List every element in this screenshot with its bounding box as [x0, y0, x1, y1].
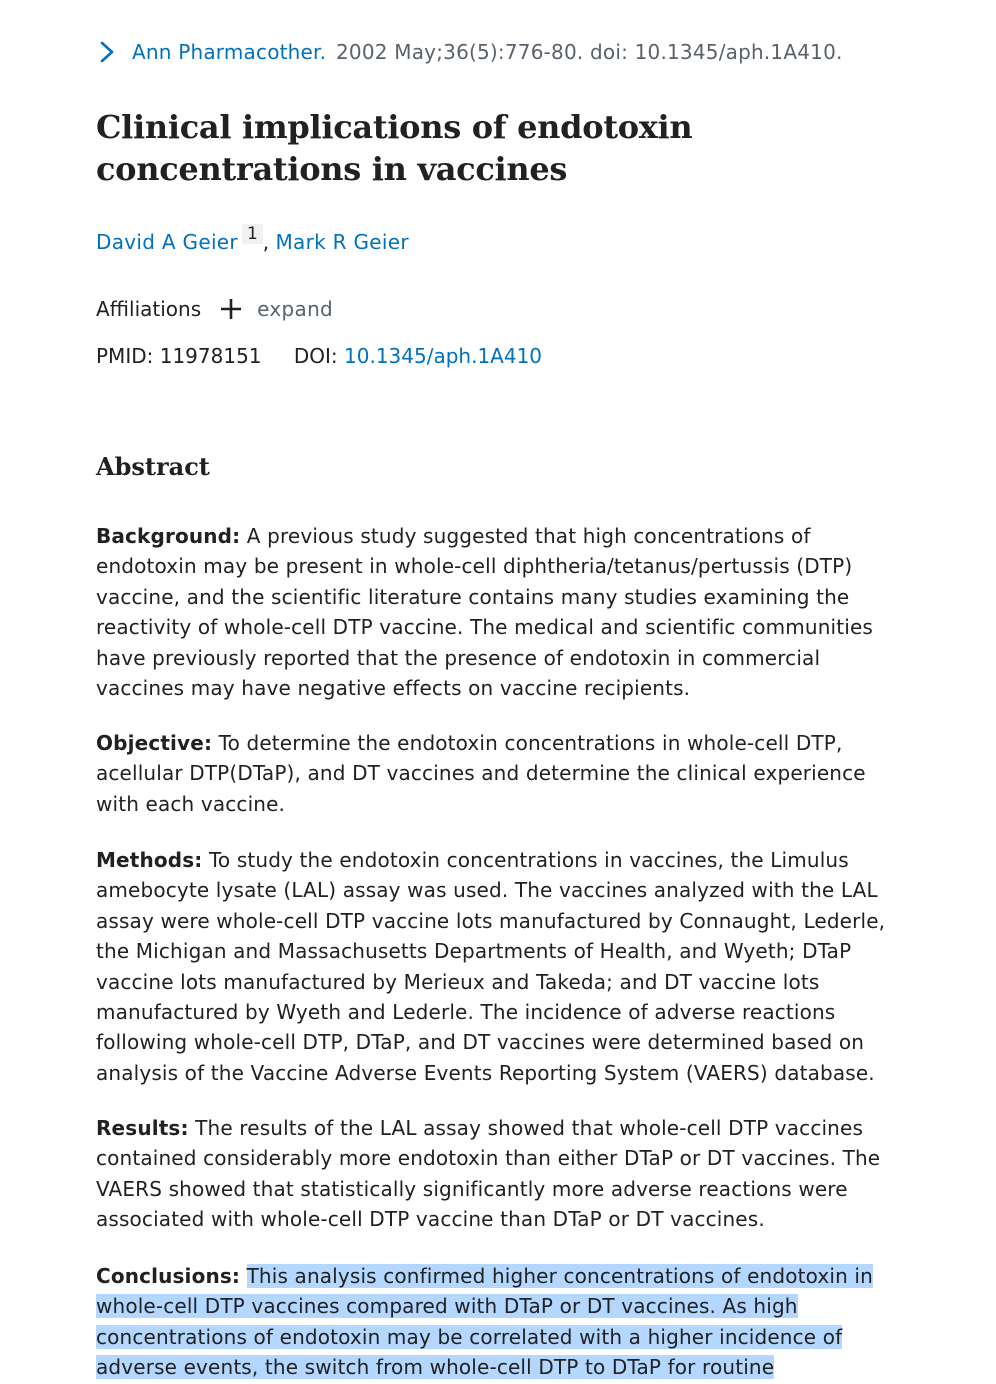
abstract-background	[96, 521, 896, 703]
section-text: To study the endotoxin concentrations in vaccines, the Limulus amebocyte lysate (LAL) assay was used. The vaccines analyzed with the LAL assay were whole-cell DTP vaccine lots manufactured by Connaught, Lederle, the Michigan and Massachusetts Departments of Health, and Wyeth; DTaP vaccine lots manufactured by Merieux and Takeda; and DT vaccine lots manufactured by Wyeth and Lederle. The incidence of adverse reactions following whole-cell DTP, DTaP, and DT vaccines were determined based on analysis of the Vaccine Adverse Events Reporting System (VAERS) database.	[96, 848, 886, 1085]
affiliation-reference[interactable]: 1	[242, 224, 263, 244]
abstract-objective	[96, 728, 896, 819]
identifiers-row	[96, 340, 542, 372]
doi-link[interactable]: 10.1345/aph.1A410	[344, 344, 543, 368]
author-link[interactable]: Mark R Geier	[275, 230, 409, 254]
section-text: The results of the LAL assay showed that whole-cell DTP vaccines contained considerably more endotoxin than either DTaP or DT vaccines. The VAERS showed that statistically significantly more adverse reactions were associated with whole-cell DTP vaccine than DTaP or DT vaccines.	[96, 1116, 881, 1232]
author-link[interactable]: David A Geier	[96, 230, 238, 254]
section-label: Results:	[96, 1116, 189, 1140]
abstract-conclusions	[96, 1261, 896, 1383]
article-title: Clinical implications of endotoxin concentrations in vaccines	[96, 108, 693, 188]
citation-details: 2002 May;36(5):776-80. doi: 10.1345/aph.1A410.	[336, 40, 843, 64]
section-label: Conclusions:	[96, 1264, 241, 1288]
abstract-results	[96, 1113, 896, 1235]
chevron-right-icon[interactable]	[98, 36, 118, 68]
selected-text[interactable]: This analysis confirmed higher concentrations of endotoxin in whole-cell DTP vaccines compared with DTaP or DT vaccines. As high concentrations of endotoxin may be correlated with a higher incidence of adverse events, the switch from whole-cell DTP to DTaP for routine	[96, 1264, 873, 1380]
abstract-methods	[96, 845, 896, 1088]
affiliations-label: Affiliations	[96, 297, 202, 321]
section-label: Objective:	[96, 731, 213, 755]
journal-link[interactable]: Ann Pharmacother.	[132, 40, 327, 64]
abstract-heading: Abstract	[96, 452, 210, 481]
section-label: Background:	[96, 524, 241, 548]
section-label: Methods:	[96, 848, 203, 872]
expand-affiliations-button[interactable]: expand	[257, 297, 334, 321]
section-text: To determine the endotoxin concentrations in whole-cell DTP, acellular DTP(DTaP), and DT vaccines and determine the clinical experience with each vaccine.	[96, 731, 866, 816]
pmid-value: 11978151	[159, 344, 262, 368]
section-text: A previous study suggested that high concentrations of endotoxin may be present in whole-cell diphtheria/tetanus/pertussis (DTP) vaccine, and the scientific literature contains many studies examining the reactivity of whole-cell DTP vaccine. The medical and scientific communities have previously reported that the presence of endotoxin in commercial vaccines may have negative effects on vaccine recipients.	[96, 524, 873, 701]
author-list: David A Geier 1 , Mark R Geier	[96, 224, 409, 254]
plus-icon[interactable]	[219, 297, 243, 321]
affiliations-row	[96, 292, 333, 325]
pmid-label: PMID:	[96, 344, 154, 368]
doi-label: DOI:	[293, 344, 338, 368]
